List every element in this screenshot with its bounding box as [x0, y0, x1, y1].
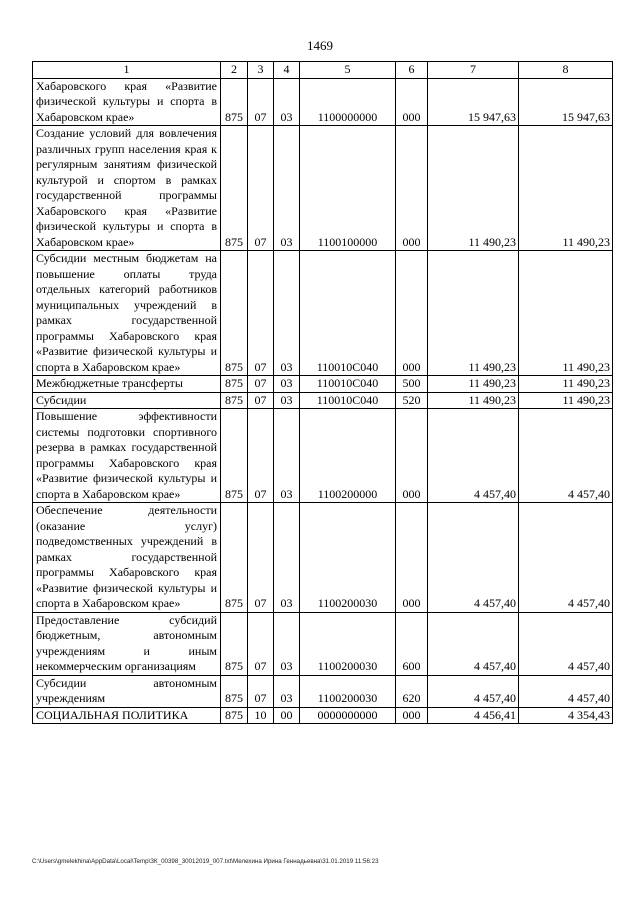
expense-type-cell: 000: [396, 707, 428, 724]
amount-2021-cell: 4 457,40: [519, 612, 613, 675]
amount-2021-cell: 4 457,40: [519, 503, 613, 613]
subsection-code-cell: 03: [274, 675, 300, 707]
amount-2020-cell: 4 457,40: [428, 612, 519, 675]
table-row: [33, 126, 613, 251]
row-name-cell: Повышение эффективности системы подготовки спортивного резерва в рамках государственной программы Хабаровского края «Развитие физической культуры и спорта в Хабаровском крае»: [33, 409, 221, 503]
column-header: 1: [33, 62, 221, 79]
column-header: 7: [428, 62, 519, 79]
expense-type-cell: 600: [396, 612, 428, 675]
subsection-code-cell: 03: [274, 503, 300, 613]
amount-2021-cell: 11 490,23: [519, 126, 613, 251]
table-row: [33, 251, 613, 376]
column-header: 8: [519, 62, 613, 79]
amount-2021-cell: 15 947,63: [519, 78, 613, 126]
column-header: 4: [274, 62, 300, 79]
subsection-code-cell: 03: [274, 376, 300, 393]
expense-type-cell: 000: [396, 78, 428, 126]
target-article-cell: 1100000000: [300, 78, 396, 126]
table-row: [33, 78, 613, 126]
section-code-cell: 07: [248, 409, 274, 503]
file-path-footer: C:\Users\gmelekhina\AppData\Local\Temp\ЗК_00398_30012019_007.txt\Мелехина Ирина Геннадьевна\31.01.2019 11:56:23: [32, 858, 379, 865]
target-article-cell: 110010С040: [300, 376, 396, 393]
expense-type-cell: 620: [396, 675, 428, 707]
row-name-cell: СОЦИАЛЬНАЯ ПОЛИТИКА: [33, 707, 221, 724]
amount-2021-cell: 11 490,23: [519, 376, 613, 393]
column-header: 5: [300, 62, 396, 79]
expense-type-cell: 000: [396, 503, 428, 613]
target-article-cell: 1100200030: [300, 612, 396, 675]
section-code-cell: 07: [248, 376, 274, 393]
ministry-code-cell: 875: [221, 392, 248, 409]
table-row: [33, 707, 613, 724]
ministry-code-cell: 875: [221, 376, 248, 393]
amount-2021-cell: 4 457,40: [519, 675, 613, 707]
row-name-cell: Создание условий для вовлечения различных групп населения края к регулярным занятиям физической культурой и спортом в рамках государственной программы Хабаровского края «Развитие физической культуры и спорта в Хабаровском крае»: [33, 126, 221, 251]
ministry-code-cell: 875: [221, 126, 248, 251]
section-code-cell: 07: [248, 251, 274, 376]
table-row: [33, 376, 613, 393]
target-article-cell: 110010С040: [300, 251, 396, 376]
table-row: [33, 392, 613, 409]
section-code-cell: 07: [248, 78, 274, 126]
expense-type-cell: 000: [396, 409, 428, 503]
row-name-cell: Обеспечение деятельности (оказание услуг) подведомственных учреждений в рамках государственной программы Хабаровского края «Развитие физической культуры и спорта в Хабаровском крае»: [33, 503, 221, 613]
budget-table: [32, 61, 613, 724]
amount-2020-cell: 4 457,40: [428, 409, 519, 503]
row-name-cell: Межбюджетные трансферты: [33, 376, 221, 393]
expense-type-cell: 500: [396, 376, 428, 393]
amount-2021-cell: 11 490,23: [519, 392, 613, 409]
ministry-code-cell: 875: [221, 409, 248, 503]
ministry-code-cell: 875: [221, 251, 248, 376]
table-row: [33, 503, 613, 613]
section-code-cell: 07: [248, 392, 274, 409]
target-article-cell: 110010С040: [300, 392, 396, 409]
column-header: 6: [396, 62, 428, 79]
section-code-cell: 10: [248, 707, 274, 724]
table-row: [33, 612, 613, 675]
subsection-code-cell: 03: [274, 78, 300, 126]
ministry-code-cell: 875: [221, 675, 248, 707]
amount-2020-cell: 11 490,23: [428, 392, 519, 409]
subsection-code-cell: 03: [274, 251, 300, 376]
amount-2020-cell: 4 456,41: [428, 707, 519, 724]
expense-type-cell: 000: [396, 126, 428, 251]
amount-2020-cell: 4 457,40: [428, 503, 519, 613]
amount-2020-cell: 11 490,23: [428, 376, 519, 393]
row-name-cell: Субсидии: [33, 392, 221, 409]
column-header: 3: [248, 62, 274, 79]
target-article-cell: 1100200030: [300, 503, 396, 613]
ministry-code-cell: 875: [221, 707, 248, 724]
amount-2020-cell: 11 490,23: [428, 126, 519, 251]
table-row: [33, 675, 613, 707]
row-name-cell: Хабаровского края «Развитие физической культуры и спорта в Хабаровском крае»: [33, 78, 221, 126]
target-article-cell: 0000000000: [300, 707, 396, 724]
row-name-cell: Субсидии автономным учреждениям: [33, 675, 221, 707]
subsection-code-cell: 03: [274, 409, 300, 503]
amount-2020-cell: 15 947,63: [428, 78, 519, 126]
amount-2020-cell: 11 490,23: [428, 251, 519, 376]
expense-type-cell: 000: [396, 251, 428, 376]
subsection-code-cell: 03: [274, 612, 300, 675]
column-header: 2: [221, 62, 248, 79]
target-article-cell: 1100200000: [300, 409, 396, 503]
ministry-code-cell: 875: [221, 78, 248, 126]
page-number: 1469: [307, 38, 333, 53]
subsection-code-cell: 03: [274, 126, 300, 251]
subsection-code-cell: 00: [274, 707, 300, 724]
amount-2020-cell: 4 457,40: [428, 675, 519, 707]
row-name-cell: Субсидии местным бюджетам на повышение оплаты труда отдельных категорий работников муниципальных учреждений в рамках государственной программы Хабаровского края «Развитие физической культуры и спорта в Хабаровском крае»: [33, 251, 221, 376]
ministry-code-cell: 875: [221, 503, 248, 613]
target-article-cell: 1100200030: [300, 675, 396, 707]
subsection-code-cell: 03: [274, 392, 300, 409]
section-code-cell: 07: [248, 612, 274, 675]
expense-type-cell: 520: [396, 392, 428, 409]
table-header-row: [33, 62, 613, 79]
target-article-cell: 1100100000: [300, 126, 396, 251]
section-code-cell: 07: [248, 675, 274, 707]
ministry-code-cell: 875: [221, 612, 248, 675]
section-code-cell: 07: [248, 503, 274, 613]
amount-2021-cell: 4 457,40: [519, 409, 613, 503]
row-name-cell: Предоставление субсидий бюджетным, автономным учреждениям и иным некоммерческим организациям: [33, 612, 221, 675]
section-code-cell: 07: [248, 126, 274, 251]
amount-2021-cell: 4 354,43: [519, 707, 613, 724]
amount-2021-cell: 11 490,23: [519, 251, 613, 376]
table-row: [33, 409, 613, 503]
